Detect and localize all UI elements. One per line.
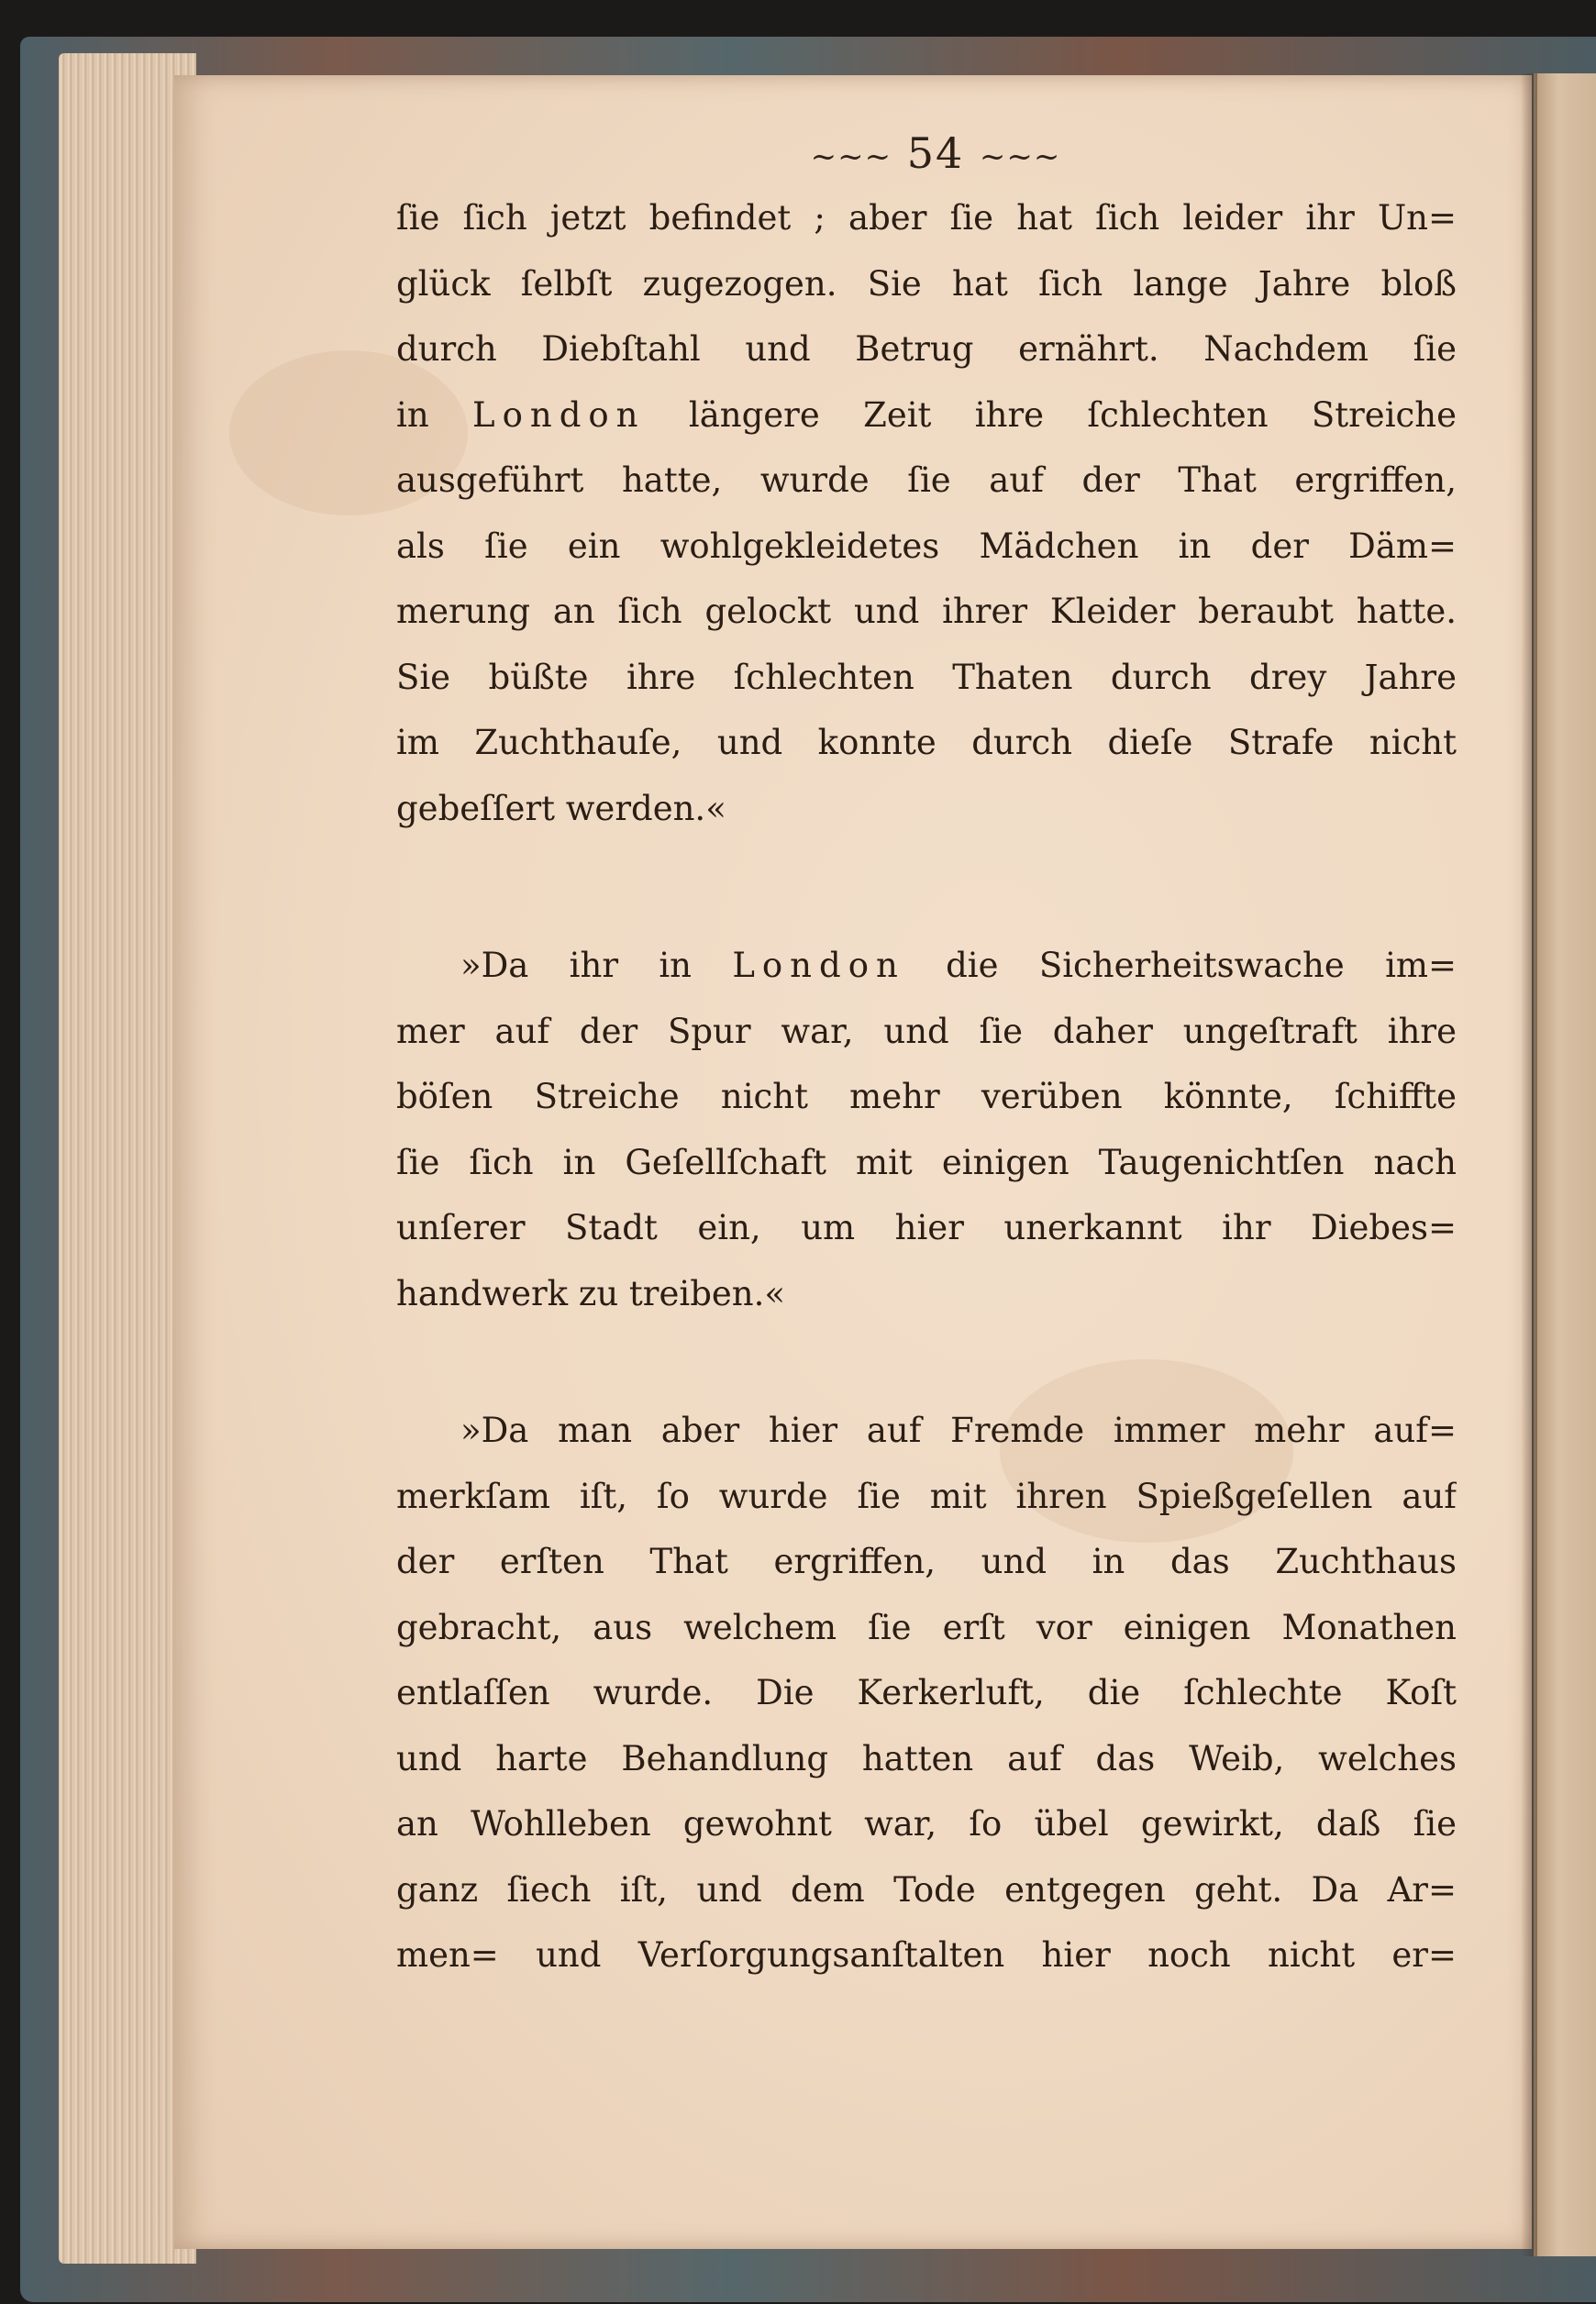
text-line: der erſten That ergriffen, und in das Zuchthaus	[396, 1542, 1457, 1581]
page-number-header	[569, 128, 1302, 178]
text-line: Sie büßte ihre ſchlechten Thaten durch drey Jahre	[396, 657, 1457, 697]
page-number: 54	[906, 128, 965, 178]
text-segment: die Sicherheitswache im=	[904, 946, 1457, 985]
text-line: ausgeführt hatte, wurde ſie auf der That ergriffen,	[396, 460, 1457, 500]
text-line: ſie ſich jetzt befindet ; aber ſie hat ſich leider ihr Un=	[396, 198, 1457, 238]
text-line: handwerk zu treiben.«	[396, 1273, 786, 1313]
text-segment: in	[396, 394, 473, 435]
text-line: gebeſſert werden.«	[396, 788, 726, 828]
text-line: glück ſelbſt zugezogen. Sie hat ſich lange Jahre bloß	[396, 263, 1457, 304]
spine-shadow	[1521, 73, 1537, 2256]
text-line: durch Diebſtahl und Betrug ernährt. Nachdem ſie	[396, 329, 1457, 369]
text-segment: »Da ihr in	[460, 946, 733, 985]
body-text	[396, 185, 1457, 1988]
text-line: als ſie ein wohlgekleidetes Mädchen in der Däm=	[396, 526, 1457, 566]
spaced-name: London	[732, 946, 905, 985]
text-line: men= und Verſorgungsanſtalten hier noch nicht er=	[396, 1935, 1457, 1975]
ornament-right: ~~~	[979, 138, 1061, 175]
text-line: und harte Behandlung hatten auf das Weib, welches	[396, 1738, 1457, 1778]
text-line	[396, 933, 1457, 999]
text-line: ganz ſiech iſt, und dem Tode entgegen geht. Da Ar=	[396, 1869, 1457, 1910]
text-segment: längere Zeit ihre ſchlechten Streiche	[645, 394, 1457, 435]
ornament-left: ~~~	[810, 138, 892, 175]
text-line: böſen Streiche nicht mehr verüben könnte, ſchiffte	[396, 1077, 1457, 1116]
text-line	[396, 382, 1457, 449]
text-line: im Zuchthauſe, und konnte durch dieſe Strafe nicht	[396, 723, 1457, 762]
facing-page-edge	[1534, 73, 1596, 2256]
text-line: entlaſſen wurde. Die Kerkerluft, die ſchlechte Koſt	[396, 1673, 1457, 1712]
spaced-name: London	[472, 394, 646, 435]
text-line: mer auf der Spur war, und ſie daher ungeſtraft ihre	[396, 1011, 1457, 1051]
text-line: »Da man aber hier auf Fremde immer mehr auf=	[460, 1411, 1457, 1450]
text-line: merkſam iſt, ſo wurde ſie mit ihren Spießgeſellen auf	[396, 1476, 1457, 1516]
text-line: unſerer Stadt ein, um hier unerkannt ihr Diebes=	[396, 1208, 1457, 1247]
text-line: merung an ſich gelockt und ihrer Kleider beraubt hatte.	[396, 592, 1457, 631]
paragraph-gap	[396, 841, 1457, 933]
paragraph-gap	[396, 1326, 1457, 1398]
text-line: an Wohlleben gewohnt war, ſo übel gewirkt, daß ſie	[396, 1804, 1457, 1844]
text-line: gebracht, aus welchem ſie erſt vor einigen Monathen	[396, 1607, 1457, 1647]
text-line: ſie ſich in Geſellſchaft mit einigen Taugenichtſen nach	[396, 1142, 1457, 1182]
